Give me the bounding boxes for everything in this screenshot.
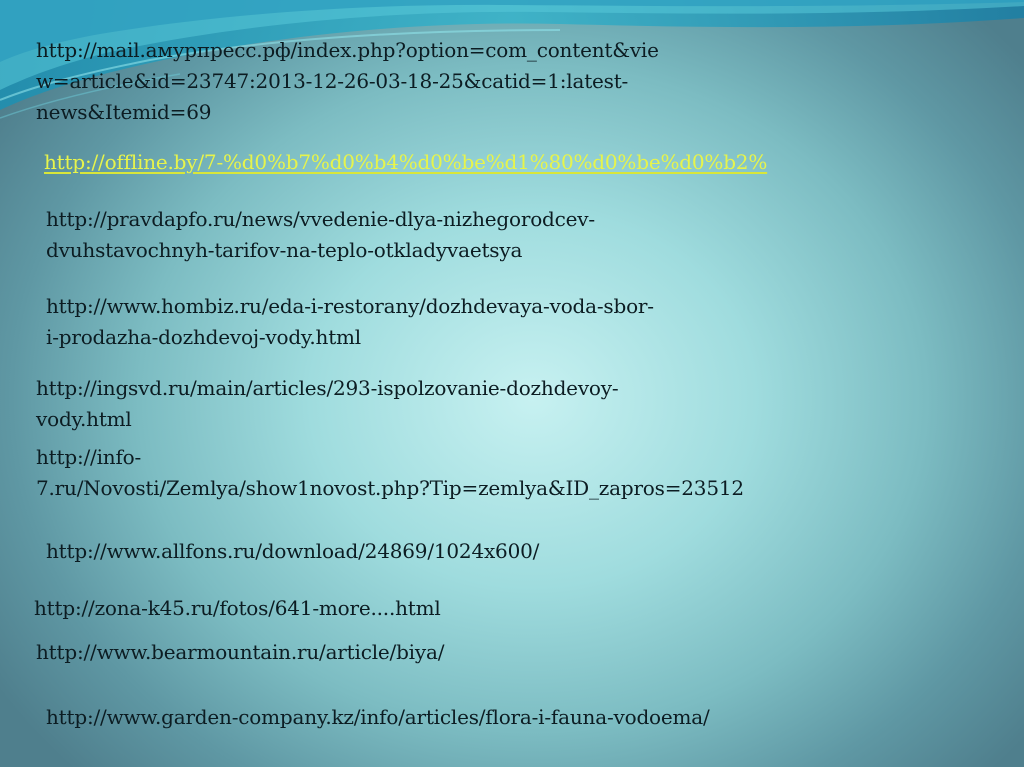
reference-link-offline[interactable]: http://offline.by/7-%d0%b7%d0%b4%d0%be%d1%80%d0%be%d0%b2% [44, 150, 768, 174]
reference-line-7: http://www.allfons.ru/download/24869/1024x600/ [46, 539, 540, 563]
reference-line-1: http://mail.амурпресс.рф/index.php?option=com_content&vie w=article&id=23747:2013-12-26-03-18-25&catid=1:latest- news&Itemid=69 [36, 38, 659, 124]
reference-line-4: http://www.hombiz.ru/eda-i-restorany/dozhdevaya-voda-sbor- i-prodazha-dozhdevoj-vody.html [46, 294, 654, 349]
reference-line-8: http://zona-k45.ru/fotos/641-more....html [34, 596, 441, 620]
reference-line-3: http://pravdapfo.ru/news/vvedenie-dlya-nizhegorodcev- dvuhstavochnyh-tarifov-na-teplo-otkladyvaetsya [46, 207, 595, 262]
reference-line-6: http://info- 7.ru/Novosti/Zemlya/show1novost.php?Tip=zemlya&ID_zapros=23512 [36, 445, 744, 500]
reference-line-10: http://www.garden-company.kz/info/articles/flora-i-fauna-vodoema/ [46, 705, 710, 729]
reference-line-9: http://www.bearmountain.ru/article/biya/ [36, 640, 445, 664]
reference-line-5: http://ingsvd.ru/main/articles/293-ispolzovanie-dozhdevoy- vody.html [36, 376, 619, 431]
